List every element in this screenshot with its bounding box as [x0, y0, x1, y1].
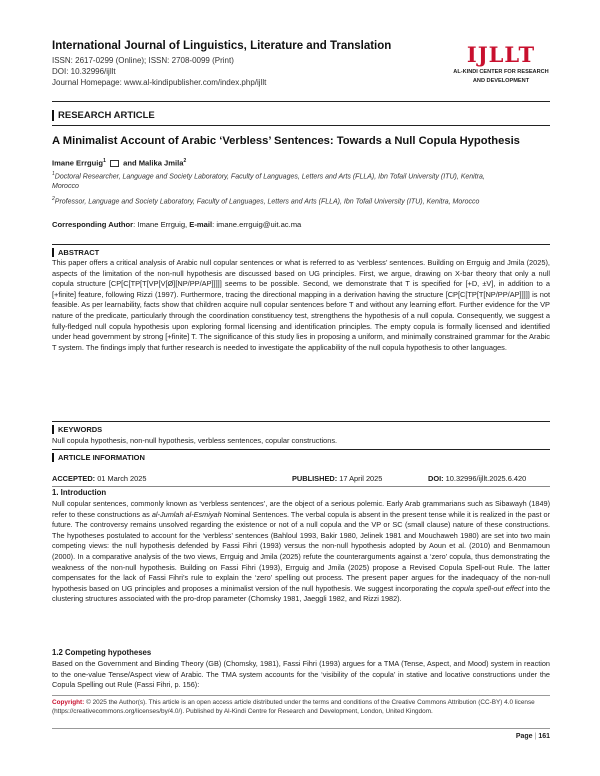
paper-title: A Minimalist Account of Arabic ‘Verbless’ Sentences: Towards a Null Copula Hypothesis [52, 135, 520, 147]
email-label: E-mail [189, 220, 213, 229]
intro-heading: 1. Introduction [52, 488, 107, 497]
intro-text-b: Nominal Sentences. The verbal copula is absent in the present tense while it is realized in the past or future. The controversy remains unsolved regarding the existence or not of a null copula and the VP or SC (small clause) nature of these constructions. The hypotheses postulated to account for the ‘verbless’ sentences (Bahloul 1993, Bakir 1980, Jelinek 1981 and Mouchaweh 1980) are set into two main competing views: the null hypothesis defended by Fassi Fihri (1993) versus the non-null hypothesis adopted by Aoun et al. (2010) and Benmamoun (2000). In a comparative analysis of the two views, Errguig and Jmila (2025) refute the counterarguments against a ‘zero’ copula, thus demonstrating the weakness of the non-null hypothesis. Building on Fassi Fihri (1993), Errguig and Jmila (2025) propose a Revised Copula Spell-out Rule. The latter compensates for the lack of Fassi Fihri’s rule to explain the ‘zero’ spelling out process. The present paper argues for the inadequacy of the non-null hypothesis based on UG principles and proposes a minimalist version of the null hypothesis. We suggest incorporating the [52, 509, 551, 593]
page-number: Page | 161 [515, 733, 550, 740]
author-1: Imane Errguig [52, 158, 104, 168]
article-type: RESEARCH ARTICLE [52, 110, 550, 121]
logo-line-2: AND DEVELOPMENT [472, 78, 530, 84]
journal-issn: ISSN: 2617-0299 (Online); ISSN: 2708-0099 (Print) [52, 56, 234, 65]
article-doi [428, 474, 526, 483]
published-value: 17 April 2025 [339, 474, 383, 483]
footer-divider [52, 728, 550, 729]
competing-heading: 1.2 Competing hypotheses [52, 648, 152, 657]
corresponding-author [52, 220, 301, 229]
logo-mark: IJLLT [466, 42, 536, 67]
email-icon[interactable] [110, 160, 119, 167]
affiliation-2 [52, 195, 512, 207]
journal-title: International Journal of Linguistics, Literature and Translation [52, 40, 392, 52]
article-type-bar [52, 110, 550, 121]
article-info-divider [52, 449, 550, 450]
accepted-date [52, 474, 147, 483]
keywords-heading: KEYWORDS [52, 425, 550, 434]
published-date [292, 474, 382, 483]
article-type-divider [52, 125, 550, 126]
copyright-text: © 2025 the Author(s). This article is an open access article distributed under the terms and conditions of the Creative Commons Attribution (CC-BY) 4.0 license (https://creativecommons.org/licenses/by/4.0/). Published by Al-Kindi Centre for Research and Development, London, United Kingdom. [52, 699, 535, 715]
publisher-logo [446, 42, 556, 85]
doi-label: DOI: [428, 474, 444, 483]
article-info-heading: ARTICLE INFORMATION [52, 453, 550, 462]
affiliation-1-sup: 1 [52, 171, 55, 177]
published-label: PUBLISHED: [292, 474, 338, 483]
competing-paragraph: Based on the Government and Binding Theory (GB) (Chomsky, 1981), Fassi Fihri (1993) argues for a TMA (Tense, Aspect, and Mood) system in reaction to the one-value Tense/Aspect view of Arabic. The TMA system accounts for the ‘visibility of the copula’ in stative and locative constructions under the Copula Spelling out Rule (Fassi Fihri, p. 156): [52, 659, 550, 690]
affiliation-1 [52, 170, 512, 191]
abstract-heading-bar [52, 248, 550, 257]
intro-emphasis-2: copula spell-out effect [452, 583, 524, 593]
abstract-text: This paper offers a critical analysis of Arabic null copular sentences or what is referred to as ‘verbless’ sentences. Building on Errguig and Jmila (2025), aspects of the limitation of the non-null hypothesis are discussed based on UG principles. First, we argue, drawing on X-bar theory that only a null copula structure [CP[C[TP[T[VP[V[Ø][NP/PP/AP]]]]] seems to be possible. Second, we demonstrate that T is specified for [+D, ±V], in addition to a [+finite] feature, following Rizzi (1997). Furthermore, tracing the directional mapping in a derivation having the structure [CP[C[TP[T[NP/PP/AP]]]]] is not feasible. As per learnability, facts show that children acquire null copular sentences before T and without any learning effort. Further evidence for the VP nature of the predicate, particularly through the coordination constituency test, strengthens the hypothesis of a null copula. Consequently, we suggest a fully-fledged null copula hypothesis upon exploring formal licensing and identification principles. The empty copula is formally licensed and identified under head government by strong [+finite] T. The significance of this study lies in proposing a uniform, and minimally constrained grammar for the Arabic T system. The findings imply that further research is needed to investigate the applicability of the null copula hypothesis to other languages. [52, 258, 550, 352]
intro-text-a: Null copular sentences, commonly known as ‘verbless sentences’, are the object of a serious polemic. Early Arab grammarians such as Sibawayh (1849) refer to these constructions as [52, 499, 550, 519]
header-divider [52, 101, 550, 102]
keywords-divider [52, 421, 550, 422]
info-divider-bottom [52, 486, 550, 487]
abstract-divider-top [52, 244, 550, 245]
page-value: 161 [538, 733, 550, 740]
author-2-sup: 2 [183, 158, 187, 164]
intro-paragraph [52, 499, 550, 605]
copyright-notice [52, 698, 550, 716]
author-line [52, 158, 186, 168]
affiliation-2-text: Professor, Language and Society Laboratory, Faculty of Languages, Letters and Arts (FLLA), Ibn Tofail University (ITU), Kenitra, Morocco [54, 198, 480, 206]
author-1-sup: 1 [103, 158, 106, 164]
article-info-heading-bar [52, 453, 550, 462]
corresponding-name: : Imane Errguig, [133, 220, 188, 229]
copyright-divider [52, 695, 550, 696]
corresponding-email[interactable]: : imane.errguig@uit.ac.ma [212, 220, 302, 229]
journal-homepage[interactable]: Journal Homepage: www.al-kindipublisher.com/index.php/ijllt [52, 78, 267, 87]
accepted-value: 01 March 2025 [97, 474, 147, 483]
keywords-heading-bar [52, 425, 550, 434]
affiliation-1-text: Doctoral Researcher, Language and Society Laboratory, Faculty of Languages, Letters and Arts (FLLA), Ibn Tofail University (ITU), Kenitra, Morocco [52, 173, 485, 190]
intro-emphasis: al-Jumlah al-Esmiyah [151, 509, 222, 519]
abstract-heading: ABSTRACT [52, 248, 550, 257]
logo-line-1: AL-KINDI CENTER FOR RESEARCH [453, 69, 549, 75]
accepted-label: ACCEPTED: [52, 474, 96, 483]
intro-text-c: into the clustering structures associated with the pro-drop parameter (Chomsky 1981, Jaeggli 1982, and Rizzi 1982). [52, 583, 550, 604]
affiliation-2-sup: 2 [52, 196, 55, 202]
page-label: Page [515, 733, 533, 740]
author-2: and Malika Jmila [123, 158, 184, 168]
doi-value[interactable]: 10.32996/ijllt.2025.6.420 [445, 474, 527, 483]
keywords-text: Null copula hypothesis, non-null hypothesis, verbless sentences, copular constructions. [52, 436, 338, 445]
journal-doi: DOI: 10.32996/ijllt [52, 67, 116, 76]
corresponding-label: Corresponding Author [52, 220, 134, 229]
copyright-label: Copyright: [52, 699, 85, 706]
